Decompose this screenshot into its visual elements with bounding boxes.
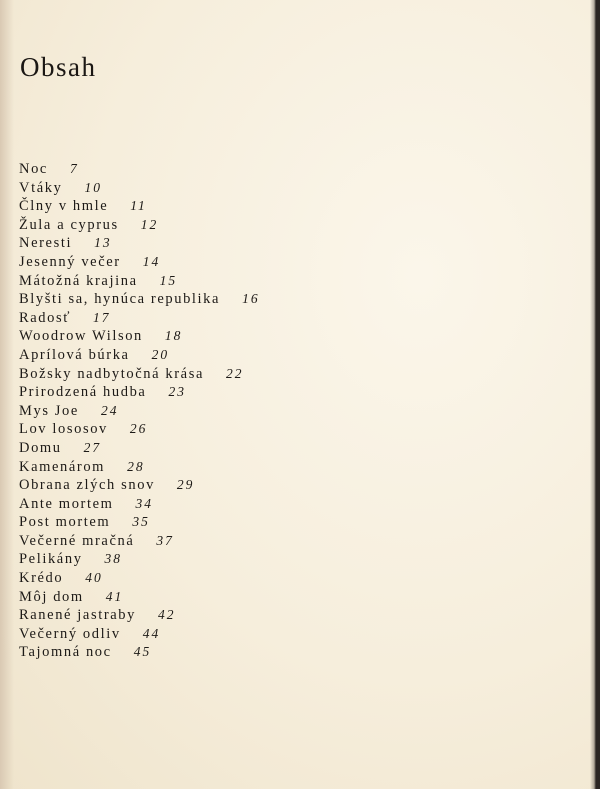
toc-entry <box>19 458 260 477</box>
toc-entry-title: Ante mortem <box>19 495 114 512</box>
toc-entry-page-number: 17 <box>93 309 111 325</box>
toc-entry-title: Môj dom <box>19 588 84 605</box>
toc-entry-title: Lov lososov <box>19 421 108 438</box>
toc-entry-page-number: 16 <box>242 291 260 307</box>
toc-entry <box>19 216 260 235</box>
toc-entry-title: Tajomná noc <box>19 644 112 661</box>
toc-entry-title: Vtáky <box>19 179 63 196</box>
toc-entry-page-number: 44 <box>142 625 161 641</box>
toc-entry <box>19 625 260 644</box>
toc-entry-title: Krédo <box>19 570 64 587</box>
toc-entry-page-number: 15 <box>159 272 178 288</box>
toc-entry-page-number: 20 <box>151 346 170 362</box>
toc-entry-page-number: 28 <box>127 458 145 474</box>
toc-entry-title: Jesenný večer <box>19 253 121 270</box>
toc-entry-title: Obrana zlých snov <box>19 477 155 494</box>
table-of-contents <box>19 160 260 662</box>
toc-entry <box>19 253 260 272</box>
toc-entry-title: Večerné mračná <box>19 532 135 549</box>
toc-entry <box>19 606 260 625</box>
toc-entry-page-number: 12 <box>140 216 159 232</box>
toc-entry <box>19 383 260 402</box>
toc-entry <box>19 346 260 365</box>
toc-entry <box>19 569 260 588</box>
toc-entry <box>19 365 260 384</box>
toc-entry <box>19 327 260 346</box>
toc-entry-page-number: 29 <box>176 477 195 493</box>
toc-entry <box>19 290 260 309</box>
toc-entry-title: Mátožná krajina <box>19 272 138 289</box>
toc-entry-page-number: 27 <box>83 439 102 455</box>
toc-entry-page-number: 13 <box>94 235 112 251</box>
toc-entry-title: Žula a cyprus <box>19 216 119 233</box>
toc-entry-title: Božsky nadbytočná krása <box>19 365 204 382</box>
toc-entry-title: Woodrow Wilson <box>19 328 143 345</box>
toc-entry <box>19 234 260 253</box>
toc-entry-page-number: 26 <box>129 421 148 437</box>
toc-entry-page-number: 45 <box>133 644 152 660</box>
toc-entry-title: Aprílová búrka <box>19 346 130 363</box>
toc-entry-title: Člny v hmle <box>19 198 109 215</box>
toc-entry-title: Pelikány <box>19 551 83 568</box>
toc-entry-title: Ranené jastraby <box>19 607 137 624</box>
toc-entry-title: Noc <box>19 161 48 177</box>
page-right-edge-shadow <box>590 0 600 789</box>
toc-entry <box>19 495 260 514</box>
toc-entry <box>19 420 260 439</box>
page-left-edge-shadow <box>0 0 14 789</box>
toc-entry <box>19 179 260 198</box>
toc-entry <box>19 439 260 458</box>
toc-entry-page-number: 40 <box>85 570 103 586</box>
toc-entry-page-number: 11 <box>130 198 147 214</box>
toc-entry-title: Domu <box>19 439 62 456</box>
toc-entry <box>19 197 260 216</box>
toc-entry-title: Prirodzená hudba <box>19 384 147 401</box>
toc-entry-page-number: 34 <box>135 495 154 511</box>
toc-entry-page-number: 35 <box>132 514 150 530</box>
toc-entry <box>19 309 260 328</box>
toc-entry <box>19 588 260 607</box>
toc-entry-title: Kamenárom <box>19 458 106 475</box>
toc-entry-page-number: 38 <box>104 551 123 567</box>
toc-entry-page-number: 37 <box>156 532 174 548</box>
toc-entry <box>19 476 260 495</box>
toc-entry <box>19 532 260 551</box>
toc-entry-title: Mys Joe <box>19 402 79 419</box>
toc-entry-page-number: 24 <box>100 402 119 418</box>
toc-entry-title: Blyšti sa, hynúca republika <box>19 291 221 308</box>
toc-entry-title: Post mortem <box>19 514 111 531</box>
toc-entry <box>19 402 260 421</box>
toc-entry <box>19 513 260 532</box>
toc-entry-page-number: 23 <box>168 384 186 400</box>
toc-entry-page-number: 14 <box>142 253 161 269</box>
toc-entry-page-number: 41 <box>105 588 124 604</box>
toc-entry <box>19 550 260 569</box>
toc-entry-page-number: 7 <box>69 161 79 176</box>
toc-entry-title: Večerný odliv <box>19 625 121 642</box>
toc-entry-page-number: 18 <box>164 328 183 344</box>
toc-entry-page-number: 10 <box>84 179 102 195</box>
toc-entry-page-number: 42 <box>158 607 176 623</box>
toc-entry-page-number: 22 <box>225 365 244 381</box>
page-title: Obsah <box>20 52 97 82</box>
toc-entry <box>19 272 260 291</box>
toc-entry-title: Neresti <box>19 235 73 252</box>
toc-entry-title: Radosť <box>19 309 72 326</box>
toc-entry <box>19 643 260 662</box>
toc-entry <box>19 160 260 179</box>
